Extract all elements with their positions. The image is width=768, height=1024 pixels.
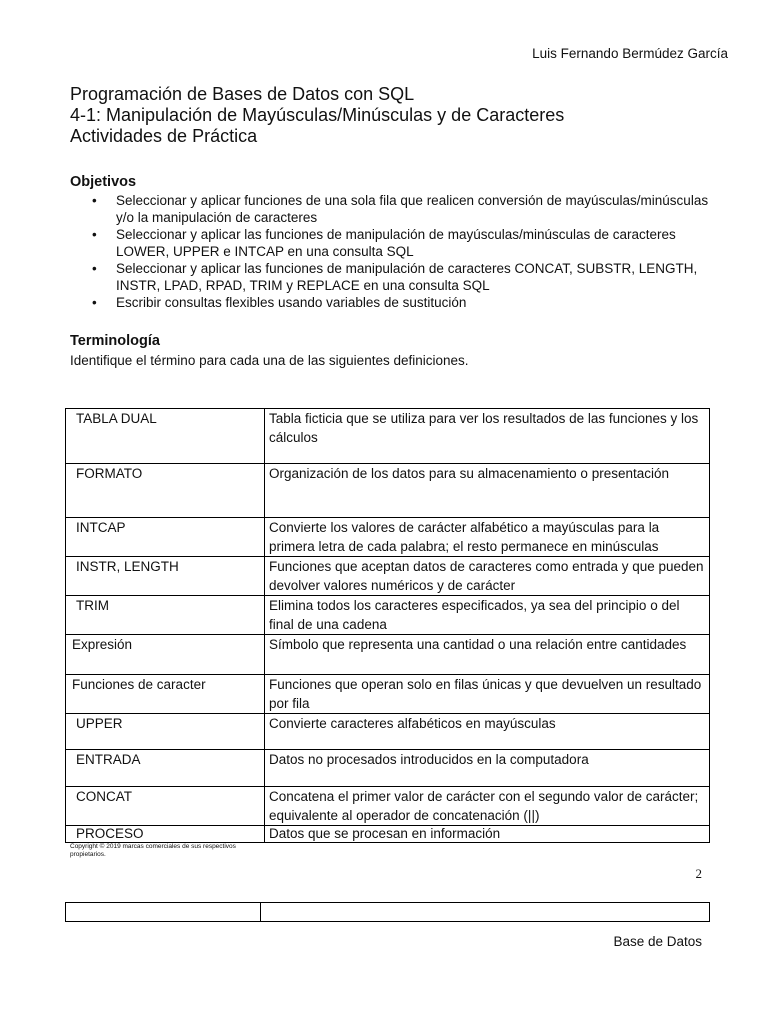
terminology-heading: Terminología [70,333,160,349]
table-row [66,635,710,675]
activity-title: Actividades de Práctica [70,126,258,146]
definition-cell: Símbolo que representa una cantidad o una relación entre cantidades [265,635,710,675]
objective-item: • Seleccionar y aplicar las funciones de manipulación de caracteres CONCAT, SUBSTR, LENGTH, INSTR, LPAD, RPAD, TRIM y REPLACE en una consulta SQL [70,260,710,294]
term-cell: TABLA DUAL [66,409,265,464]
empty-term-cell [66,903,261,922]
document-author: Luis Fernando Bermúdez García [532,46,728,61]
objectives-heading: Objetivos [70,174,137,190]
objective-item: • Seleccionar y aplicar las funciones de manipulación de mayúsculas/minúsculas de caracteres LOWER, UPPER e INTCAP en una consulta SQL [70,226,710,260]
course-title: Programación de Bases de Datos con SQL [70,84,415,104]
term-cell: INTCAP [66,518,265,557]
table-row [66,787,710,826]
term-cell: PROCESO [66,826,265,843]
definition-cell: Elimina todos los caracteres especificados, ya sea del principio o del final de una cadena [265,596,710,635]
term-cell: ENTRADA [66,750,265,787]
page-footer: Base de Datos [613,934,702,949]
table-row [66,675,710,714]
table-row [66,903,710,922]
definition-cell: Datos no procesados introducidos en la computadora [265,750,710,787]
lesson-title: 4-1: Manipulación de Mayúsculas/Minúsculas y de Caracteres [70,105,565,125]
terminology-table [65,408,710,843]
definition-cell: Tabla ficticia que se utiliza para ver los resultados de las funciones y los cálculos [265,409,710,464]
definition-cell: Funciones que aceptan datos de caracteres como entrada y que pueden devolver valores numéricos y de carácter [265,557,710,596]
term-cell: TRIM [66,596,265,635]
page-number: 2 [695,866,702,881]
terminology-instructions: Identifique el término para cada una de las siguientes definiciones. [70,353,469,368]
empty-definition-cell [261,903,710,922]
definition-cell: Convierte caracteres alfabéticos en mayúsculas [265,714,710,750]
definition-cell: Concatena el primer valor de carácter con el segundo valor de carácter; equivalente al operador de concatenación (||) [265,787,710,826]
definition-cell: Organización de los datos para su almacenamiento o presentación [265,464,710,518]
objective-item: • Escribir consultas flexibles usando variables de sustitución [70,294,710,311]
table-row [66,826,710,843]
table-row [66,596,710,635]
copyright-notice: Copyright © 2019 marcas comerciales de sus respectivos propietarios. [70,843,236,858]
term-cell: Expresión [66,635,265,675]
term-cell: FORMATO [66,464,265,518]
table-row [66,557,710,596]
term-cell: INSTR, LENGTH [66,557,265,596]
definition-cell: Convierte los valores de carácter alfabético a mayúsculas para la primera letra de cada palabra; el resto permanece en minúsculas [265,518,710,557]
term-cell: CONCAT [66,787,265,826]
empty-table-row [65,902,710,922]
title-block [70,84,564,147]
table-row [66,464,710,518]
table-row [66,518,710,557]
table-row [66,409,710,464]
term-cell: UPPER [66,714,265,750]
definition-cell: Funciones que operan solo en filas únicas y que devuelven un resultado por fila [265,675,710,714]
definition-cell: Datos que se procesan en información [265,826,710,843]
table-row [66,750,710,787]
objectives-list [70,192,710,311]
objective-item: • Seleccionar y aplicar funciones de una sola fila que realicen conversión de mayúsculas/minúsculas y/o la manipulación de caracteres [70,192,710,226]
term-cell: Funciones de caracter [66,675,265,714]
table-row [66,714,710,750]
